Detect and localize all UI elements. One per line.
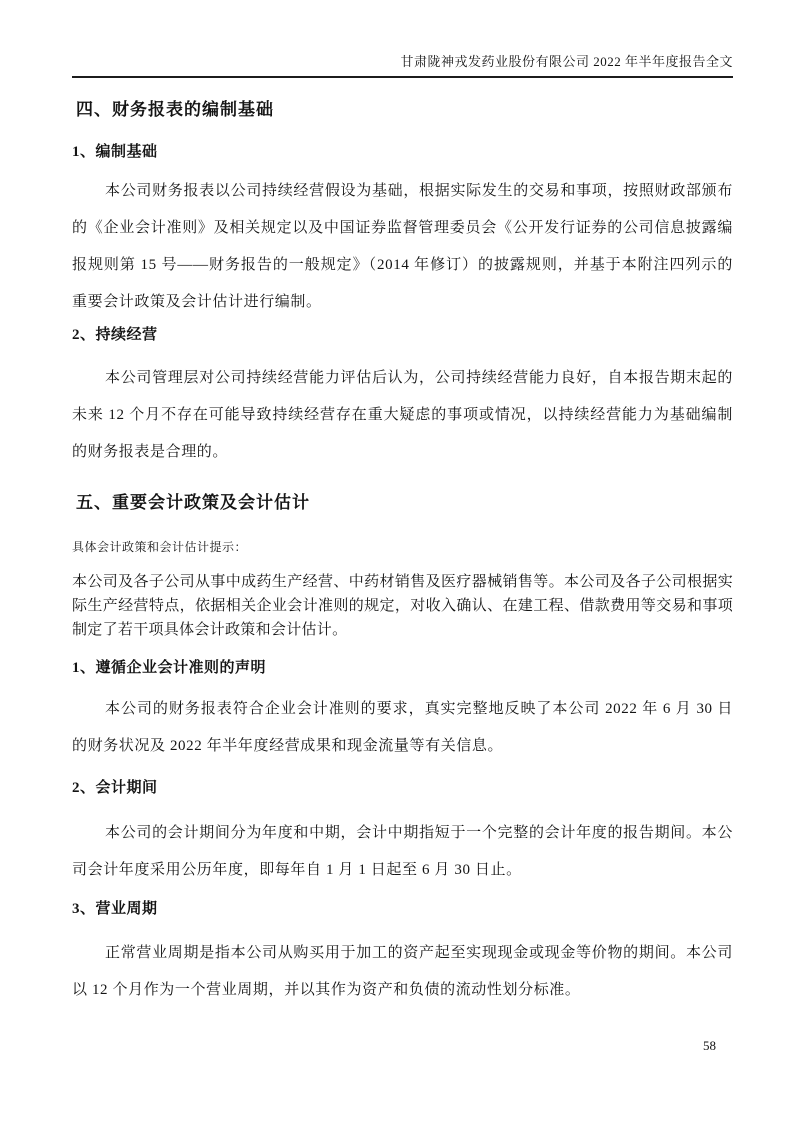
section-5-sub-2-title: 2、会计期间: [72, 780, 158, 796]
section-4-sub-1-title: 1、编制基础: [72, 144, 158, 160]
section-5-sub-1-title: 1、遵循企业会计准则的声明: [72, 660, 267, 676]
section-5-note: 具体会计政策和会计估计提示：: [72, 540, 248, 554]
section-5-heading: 五、重要会计政策及会计估计: [76, 493, 310, 512]
page-header-title: 甘肃陇神戎发药业股份有限公司 2022 年半年度报告全文: [400, 54, 733, 69]
section-5-intro-paragraph: 本公司及各子公司从事中成药生产经营、中药材销售及医疗器械销售等。本公司及各子公司根据实际生产经营特点，依据相关企业会计准则的规定，对收入确认、在建工程、借款费用等交易和事项制定了若干项具体会计政策和会计估计。: [72, 574, 733, 638]
section-4-heading: 四、财务报表的编制基础: [76, 100, 274, 119]
page-number: 58: [703, 1038, 716, 1053]
section-4-sub-1-paragraph: 本公司财务报表以公司持续经营假设为基础，根据实际发生的交易和事项，按照财政部颁布的《企业会计准则》及相关规定以及中国证券监督管理委员会《公开发行证券的公司信息披露编报规则第 15 号——财务报告的一般规定》（2014 年修订）的披露规则，并基于本附注四列示的重要会计政策及会计估计进行编制。: [72, 183, 733, 310]
page-header: [72, 0, 733, 78]
section-5-sub-3-title: 3、营业周期: [72, 901, 158, 917]
section-4-sub-2-paragraph: 本公司管理层对公司持续经营能力评估后认为，公司持续经营能力良好，自本报告期末起的未来 12 个月不存在可能导致持续经营存在重大疑虑的事项或情况，以持续经营能力为基础编制的财务报表是合理的。: [72, 370, 733, 460]
section-4-sub-2-title: 2、持续经营: [72, 327, 158, 343]
section-5-sub-2-paragraph: 本公司的会计期间分为年度和中期，会计中期指短于一个完整的会计年度的报告期间。本公司会计年度采用公历年度，即每年自 1 月 1 日起至 6 月 30 日止。: [72, 825, 733, 878]
page-content: [72, 0, 733, 1009]
section-5-sub-1-paragraph: 本公司的财务报表符合企业会计准则的要求，真实完整地反映了本公司 2022 年 6 月 30 日的财务状况及 2022 年半年度经营成果和现金流量等有关信息。: [72, 701, 733, 754]
section-5-sub-3-paragraph: 正常营业周期是指本公司从购买用于加工的资产起至实现现金或现金等价物的期间。本公司以 12 个月作为一个营业周期，并以其作为资产和负债的流动性划分标准。: [72, 945, 733, 998]
